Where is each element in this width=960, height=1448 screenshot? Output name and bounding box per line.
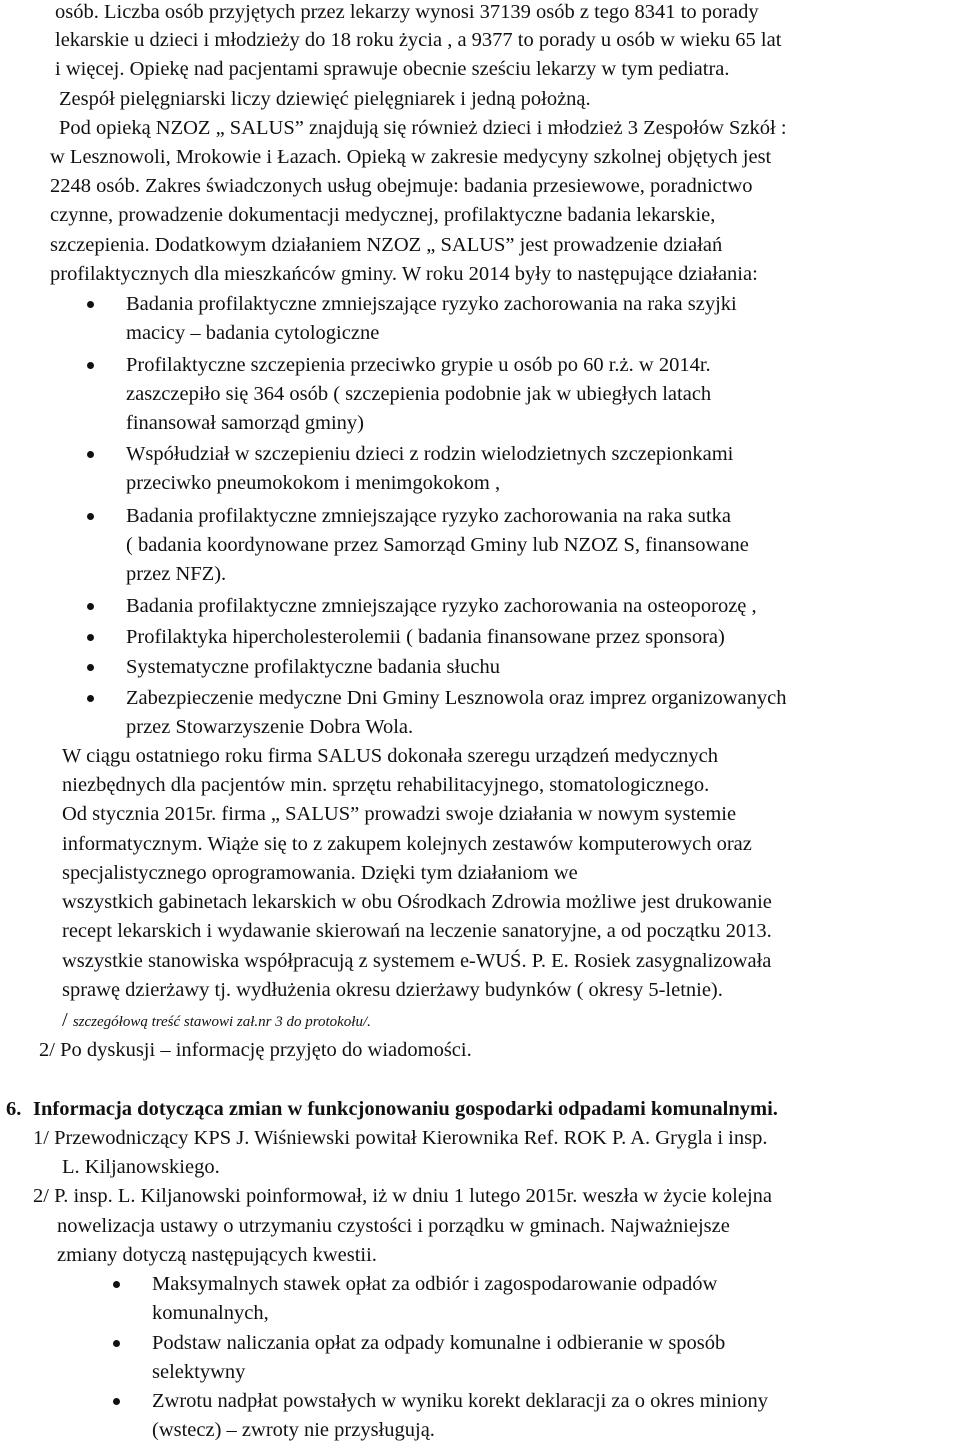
list-item: ( badania koordynowane przez Samorząd Gminy lub NZOZ S, finansowane [126, 534, 749, 556]
paragraph-line: wszystkie stanowiska współpracują z systemem e-WUŚ. P. E. Rosiek zasygnalizowała [62, 950, 772, 972]
list-item: selektywny [152, 1361, 246, 1383]
paragraph-line: osób. Liczba osób przyjętych przez lekarzy wynosi 37139 osób z tego 8341 to porady [55, 1, 759, 23]
list-item: finansował samorząd gminy) [126, 412, 364, 434]
list-item: (wstecz) – zwroty nie przysługują. [152, 1419, 435, 1441]
bullet-icon [87, 664, 94, 671]
list-item: macicy – badania cytologiczne [126, 322, 380, 344]
list-item: Badania profilaktyczne zmniejszające ryzyko zachorowania na raka sutka [126, 505, 732, 527]
bullet-icon [87, 603, 94, 610]
paragraph-line: w Lesznowoli, Mrokowie i Łazach. Opieką w zakresie medycyny szkolnej objętych jest [50, 146, 772, 168]
paragraph-line: Pod opieką NZOZ „ SALUS” znajdują się również dzieci i młodzież 3 Zespołów Szkół : [59, 117, 787, 139]
paragraph-line: zmiany dotyczą następujących kwestii. [57, 1244, 377, 1266]
paragraph-line: lekarskie u dzieci i młodzieży do 18 roku życia , a 9377 to porady u osób w wieku 65 lat [55, 29, 782, 51]
paragraph-line: informatycznym. Wiąże się to z zakupem kolejnych zestawów komputerowych oraz [62, 833, 752, 855]
paragraph-line: wszystkich gabinetach lekarskich w obu Ośrodkach Zdrowia możliwe jest drukowanie [62, 891, 772, 913]
list-item: Zabezpieczenie medyczne Dni Gminy Lesznowola oraz imprez organizowanych [126, 687, 787, 709]
paragraph-line: Zespół pielęgniarski liczy dziewięć pielęgniarek i jedną położną. [59, 88, 591, 110]
paragraph-line: L. Kiljanowskiego. [62, 1156, 220, 1178]
bullet-icon [87, 301, 94, 308]
list-item: przez NFZ). [126, 563, 227, 585]
list-item: Maksymalnych stawek opłat za odbiór i zagospodarowanie odpadów [152, 1273, 718, 1295]
paragraph-line: sprawę dzierżawy tj. wydłużenia okresu dzierżawy budynków ( okresy 5-letnie). [62, 979, 723, 1001]
list-item: przez Stowarzyszenie Dobra Wola. [126, 716, 414, 738]
paragraph-line: nowelizacja ustawy o utrzymaniu czystości i porządku w gminach. Najważniejsze [57, 1215, 730, 1237]
list-item: Współudział w szczepieniu dzieci z rodzin wielodzietnych szczepionkami [126, 443, 734, 465]
bullet-icon [113, 1340, 120, 1347]
list-item: Zwrotu nadpłat powstałych w wyniku korekt deklaracji za o okres miniony [152, 1390, 768, 1412]
section-number: 6. [6, 1098, 22, 1120]
bullet-icon [113, 1281, 120, 1288]
list-item: Badania profilaktyczne zmniejszające ryzyko zachorowania na raka szyjki [126, 293, 737, 315]
list-item: Badania profilaktyczne zmniejszające ryzyko zachorowania na osteoporozę , [126, 595, 757, 617]
paragraph-line: recept lekarskich i wydawanie skierowań na leczenie sanatoryjne, a od początku 2013. [62, 920, 772, 942]
paragraph-line: W ciągu ostatniego roku firma SALUS dokonała szeregu urządzeń medycznych [62, 745, 718, 767]
list-item: Podstaw naliczania opłat za odpady komunalne i odbieranie w sposób [152, 1332, 726, 1354]
paragraph-line: specjalistycznego oprogramowania. Dzięki tym działaniom we [62, 862, 578, 884]
list-item: Systematyczne profilaktyczne badania słuchu [126, 656, 500, 678]
note [62, 1005, 371, 1037]
note-text: szczegółową treść stawowi zał.nr 3 do protokołu/. [72, 1014, 371, 1030]
bullet-icon [87, 362, 94, 369]
paragraph-line: profilaktycznych dla mieszkańców gminy. W roku 2014 były to następujące działania: [50, 263, 758, 285]
paragraph-line: czynne, prowadzenie dokumentacji medycznej, profilaktyczne badania lekarskie, [50, 204, 716, 226]
bullet-icon [87, 695, 94, 702]
note-slash: / [62, 1009, 68, 1031]
paragraph-line: 2/ P. insp. L. Kiljanowski poinformował, iż w dniu 1 lutego 2015r. weszła w życie kolejna [33, 1185, 773, 1207]
paragraph-line: i więcej. Opiekę nad pacjentami sprawuje obecnie sześciu lekarzy w tym pediatra. [55, 58, 730, 80]
paragraph-line: szczepienia. Dodatkowym działaniem NZOZ „ SALUS” jest prowadzenie działań [50, 234, 723, 256]
decision-line: 2/ Po dyskusji – informację przyjęto do wiadomości. [39, 1039, 472, 1061]
list-item: Profilaktyczne szczepienia przeciwko grypie u osób po 60 r.ż. w 2014r. [126, 354, 711, 376]
paragraph-line: 2248 osób. Zakres świadczonych usług obejmuje: badania przesiewowe, poradnictwo [50, 175, 753, 197]
section-title: Informacja dotycząca zmian w funkcjonowaniu gospodarki odpadami komunalnymi. [33, 1098, 778, 1120]
bullet-icon [87, 451, 94, 458]
paragraph-line: Od stycznia 2015r. firma „ SALUS” prowadzi swoje działania w nowym systemie [62, 803, 737, 825]
list-item: przeciwko pneumokokom i menimgokokom , [126, 472, 501, 494]
bullet-icon [87, 513, 94, 520]
paragraph-line: 1/ Przewodniczący KPS J. Wiśniewski powitał Kierownika Ref. ROK P. A. Grygla i insp. [33, 1127, 768, 1149]
paragraph-line: niezbędnych dla pacjentów min. sprzętu rehabilitacyjnego, stomatologicznego. [62, 774, 710, 796]
list-item: zaszczepiło się 364 osób ( szczepienia podobnie jak w ubiegłych latach [126, 383, 712, 405]
bullet-icon [87, 634, 94, 641]
list-item: komunalnych, [152, 1302, 269, 1324]
list-item: Profilaktyka hipercholesterolemii ( badania finansowane przez sponsora) [126, 626, 725, 648]
bullet-icon [113, 1398, 120, 1405]
